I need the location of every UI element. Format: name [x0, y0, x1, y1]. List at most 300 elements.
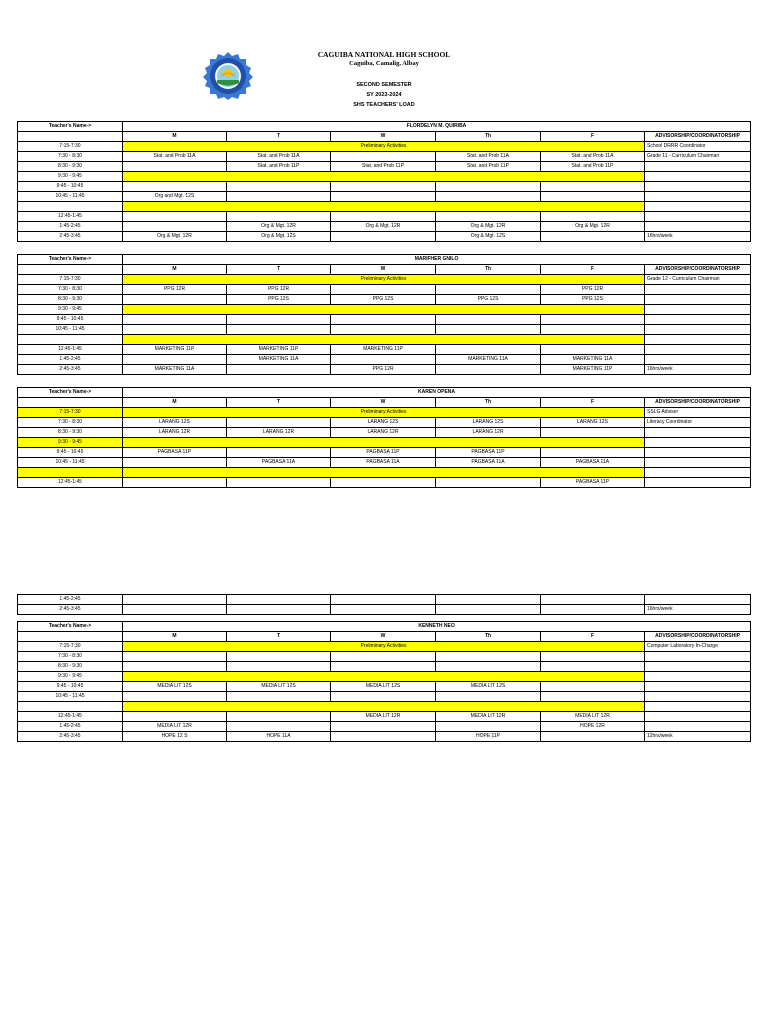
class-cell: PPG 12S	[541, 295, 645, 305]
class-cell: LARANG 12R	[123, 428, 227, 438]
class-cell: PAGBASA 11A	[436, 458, 541, 468]
day-header-row	[18, 632, 751, 642]
time-slot	[18, 202, 123, 212]
class-cell	[436, 211, 541, 221]
class-cell: PPG 12S	[436, 295, 541, 305]
teacher-table	[17, 387, 751, 488]
advisorship-cell	[645, 438, 751, 448]
day-header-w: W	[331, 265, 436, 275]
teacher-name-row	[18, 255, 751, 265]
day-header-w: W	[331, 398, 436, 408]
time-header-cell	[18, 632, 123, 642]
advisorship-cell: Literacy Coordinator	[645, 418, 751, 428]
time-slot	[18, 335, 123, 345]
class-cell: Org & Mgt. 12R	[123, 231, 227, 241]
advisorship-cell: 16hrs/week	[645, 231, 751, 241]
advisorship-cell	[645, 682, 751, 692]
class-cell: MEDIA LIT 12S	[123, 682, 227, 692]
class-cell	[227, 652, 331, 662]
schedule-row	[18, 221, 751, 231]
class-cell: HOPE 11P	[436, 731, 541, 741]
class-cell	[123, 325, 227, 335]
class-cell	[227, 595, 331, 605]
schedule-row	[18, 458, 751, 468]
time-header-cell	[18, 132, 123, 142]
class-cell	[436, 692, 541, 702]
class-cell: Org and Mgt. 12S	[123, 192, 227, 202]
class-cell	[436, 605, 541, 615]
teacher-table	[17, 621, 751, 742]
class-cell: MEDIA LIT 12R	[541, 711, 645, 721]
time-slot: 8:30 - 9:30	[18, 428, 123, 438]
schedule-row	[18, 418, 751, 428]
class-cell: MARKETING 11P	[123, 344, 227, 354]
schedule-row	[18, 211, 751, 221]
advisorship-cell: SSLG Adviser	[645, 408, 751, 418]
class-cell: PAGBASA 11P	[541, 477, 645, 487]
preliminary-activities: Preliminary Activities	[123, 408, 645, 418]
class-cell	[123, 711, 227, 721]
schedule-row	[18, 642, 751, 652]
time-slot: 9:30 - 9:45	[18, 672, 123, 682]
break-bar	[123, 438, 645, 448]
advisorship-cell	[645, 162, 751, 172]
time-slot: 2:45-3:45	[18, 364, 123, 374]
class-cell: LARANG 12R	[227, 428, 331, 438]
advisorship-cell	[645, 325, 751, 335]
day-header-m: M	[123, 265, 227, 275]
class-cell: HOPE 11A	[227, 731, 331, 741]
time-slot: 7:15-7:30	[18, 408, 123, 418]
class-cell	[436, 325, 541, 335]
class-cell	[123, 692, 227, 702]
time-slot: 10:45 - 11:45	[18, 325, 123, 335]
schedule-row	[18, 364, 751, 374]
class-cell: Stat. and Prob 11A	[123, 152, 227, 162]
advisorship-header: ADVISORSHIP/COORDINATORSHIP	[645, 398, 751, 408]
time-slot: 9:45 - 10:45	[18, 315, 123, 325]
break-bar	[123, 702, 645, 712]
teacher-name-row	[18, 388, 751, 398]
time-slot: 1:45-2:45	[18, 595, 123, 605]
class-cell	[331, 595, 436, 605]
school-name: CAGUIBA NATIONAL HIGH SCHOOL	[317, 50, 451, 59]
advisorship-cell: 12hrs/week	[645, 731, 751, 741]
class-cell	[541, 182, 645, 192]
class-cell	[331, 692, 436, 702]
break-bar	[123, 202, 645, 212]
class-cell: MEDIA LIT 12R	[331, 711, 436, 721]
class-cell: PPG 12S	[227, 295, 331, 305]
time-slot: 7:15-7:30	[18, 275, 123, 285]
schedule-row	[18, 477, 751, 487]
class-cell: Org & Mgt. 12R	[436, 221, 541, 231]
schedule-row	[18, 692, 751, 702]
class-cell: MARKETING 11A	[541, 354, 645, 364]
teacher-table	[17, 254, 751, 375]
class-cell: MEDIA LIT 12R	[436, 711, 541, 721]
class-cell	[227, 192, 331, 202]
class-cell: Stat. and Prob 11P	[541, 162, 645, 172]
class-cell: PAGBASA 11A	[541, 458, 645, 468]
day-header-t: T	[227, 265, 331, 275]
class-cell	[541, 325, 645, 335]
schedule-row	[18, 595, 751, 605]
advisorship-cell	[645, 721, 751, 731]
class-cell: MARKETING 11A	[123, 364, 227, 374]
class-cell: PAGBASA 11P	[436, 448, 541, 458]
class-cell	[331, 285, 436, 295]
time-slot: 7:30 - 8:30	[18, 285, 123, 295]
class-cell	[123, 295, 227, 305]
schedule-row	[18, 305, 751, 315]
class-cell: MARKETING 11P	[227, 344, 331, 354]
class-cell	[436, 192, 541, 202]
time-slot: 9:30 - 9:45	[18, 438, 123, 448]
schedule-row	[18, 182, 751, 192]
class-cell	[541, 231, 645, 241]
time-slot: 8:30 - 9:30	[18, 295, 123, 305]
document-title: SHS TEACHERS' LOAD	[353, 102, 415, 108]
time-slot: 7:30 - 8:30	[18, 152, 123, 162]
class-cell	[227, 211, 331, 221]
advisorship-cell	[645, 477, 751, 487]
advisorship-cell	[645, 202, 751, 212]
class-cell	[331, 731, 436, 741]
advisorship-cell	[645, 595, 751, 605]
day-header-m: M	[123, 132, 227, 142]
class-cell	[331, 192, 436, 202]
class-cell: Org & Mgt. 12R	[541, 221, 645, 231]
class-cell	[227, 692, 331, 702]
day-header-th: Th	[436, 265, 541, 275]
advisorship-cell	[645, 182, 751, 192]
class-cell	[123, 662, 227, 672]
class-cell	[227, 448, 331, 458]
time-slot	[18, 702, 123, 712]
class-cell: MARKETING 11A	[436, 354, 541, 364]
advisorship-cell	[645, 354, 751, 364]
class-cell	[123, 221, 227, 231]
schedule-row	[18, 295, 751, 305]
time-slot: 10:45 - 11:45	[18, 458, 123, 468]
schedule-row	[18, 231, 751, 241]
time-slot: 12:45-1:45	[18, 344, 123, 354]
schedule-row	[18, 711, 751, 721]
class-cell	[436, 364, 541, 374]
class-cell	[331, 477, 436, 487]
class-cell: LARANG 12S	[123, 418, 227, 428]
class-cell	[123, 315, 227, 325]
time-slot: 7:15-7:30	[18, 142, 123, 152]
class-cell: MARKETING 11P	[541, 364, 645, 374]
class-cell	[227, 662, 331, 672]
class-cell: Stat. and Prob 11P	[436, 162, 541, 172]
schedule-row	[18, 202, 751, 212]
class-cell	[541, 192, 645, 202]
advisorship-cell: Grade 12 - Curriculum Chairman	[645, 275, 751, 285]
class-cell	[123, 458, 227, 468]
advisorship-cell	[645, 458, 751, 468]
class-cell	[541, 211, 645, 221]
advisorship-cell	[645, 172, 751, 182]
advisorship-header: ADVISORSHIP/COORDINATORSHIP	[645, 632, 751, 642]
class-cell	[123, 477, 227, 487]
class-cell	[436, 652, 541, 662]
class-cell	[541, 731, 645, 741]
class-cell	[436, 721, 541, 731]
class-cell	[331, 325, 436, 335]
time-slot: 2:45-3:45	[18, 231, 123, 241]
class-cell: PPG 12R	[123, 285, 227, 295]
class-cell	[123, 595, 227, 605]
schedule-row	[18, 192, 751, 202]
class-cell	[227, 605, 331, 615]
advisorship-cell: 16hrs/week	[645, 605, 751, 615]
class-cell: LARANG 12R	[331, 428, 436, 438]
time-slot: 7:30 - 8:30	[18, 652, 123, 662]
class-cell: Org & Mgt. 12S	[436, 231, 541, 241]
advisorship-cell	[645, 428, 751, 438]
time-slot: 8:30 - 9:30	[18, 162, 123, 172]
class-cell	[331, 721, 436, 731]
time-slot: 9:45 - 10:45	[18, 182, 123, 192]
class-cell	[541, 605, 645, 615]
class-cell: HOPE 12R	[541, 721, 645, 731]
schedule-row	[18, 325, 751, 335]
time-slot: 9:30 - 9:45	[18, 305, 123, 315]
document-header	[0, 0, 768, 120]
time-slot: 2:45-3:45	[18, 605, 123, 615]
class-cell: MARKETING 11A	[227, 354, 331, 364]
advisorship-cell	[645, 672, 751, 682]
day-header-f: F	[541, 132, 645, 142]
schedule-row	[18, 605, 751, 615]
schedule-row	[18, 731, 751, 741]
schedule-row	[18, 682, 751, 692]
break-bar	[123, 335, 645, 345]
class-cell	[331, 182, 436, 192]
day-header-t: T	[227, 132, 331, 142]
class-cell: Stat. and Prob 11A	[227, 152, 331, 162]
advisorship-cell	[645, 652, 751, 662]
class-cell	[541, 682, 645, 692]
time-slot: 7:15-7:30	[18, 642, 123, 652]
advisorship-cell: 16hrs/week	[645, 364, 751, 374]
teacher-name: MARIFHER GNILO	[123, 255, 751, 265]
day-header-m: M	[123, 632, 227, 642]
advisorship-cell	[645, 711, 751, 721]
class-cell: PPG 12R	[541, 285, 645, 295]
break-bar	[123, 672, 645, 682]
class-cell	[331, 605, 436, 615]
class-cell: LARANG 12S	[541, 418, 645, 428]
advisorship-cell	[645, 285, 751, 295]
class-cell	[541, 662, 645, 672]
time-slot: 1:45-2:45	[18, 221, 123, 231]
class-cell: Org & Mgt. 12R	[227, 221, 331, 231]
class-cell	[541, 692, 645, 702]
schedule-row	[18, 275, 751, 285]
class-cell	[436, 477, 541, 487]
schedule-row	[18, 662, 751, 672]
preliminary-activities: Preliminary Activities	[123, 275, 645, 285]
class-cell	[436, 662, 541, 672]
advisorship-cell: School DRRR Coordinator	[645, 142, 751, 152]
teacher-name-label: Teacher's Name->	[18, 622, 123, 632]
class-cell	[436, 344, 541, 354]
break-bar	[123, 468, 645, 478]
class-cell	[331, 315, 436, 325]
advisorship-header: ADVISORSHIP/COORDINATORSHIP	[645, 265, 751, 275]
teacher-name-row	[18, 122, 751, 132]
teacher-name-row	[18, 622, 751, 632]
class-cell: PAGBASA 11P	[123, 448, 227, 458]
class-cell	[436, 315, 541, 325]
day-header-row	[18, 398, 751, 408]
day-header-th: Th	[436, 398, 541, 408]
class-cell	[541, 344, 645, 354]
class-cell: MARKETING 11P	[331, 344, 436, 354]
class-cell	[227, 711, 331, 721]
time-slot: 1:45-2:45	[18, 354, 123, 364]
schedule-row	[18, 344, 751, 354]
day-header-f: F	[541, 632, 645, 642]
advisorship-cell	[645, 344, 751, 354]
class-cell	[227, 325, 331, 335]
day-header-m: M	[123, 398, 227, 408]
class-cell: PPG 12S	[331, 295, 436, 305]
teacher-name: FLORDELYN M. QUIRIBA	[123, 122, 751, 132]
advisorship-cell	[645, 315, 751, 325]
schedule-row	[18, 152, 751, 162]
class-cell	[331, 211, 436, 221]
schedule-row	[18, 702, 751, 712]
time-header-cell	[18, 398, 123, 408]
class-cell: HOPE 12 S	[123, 731, 227, 741]
class-cell	[227, 477, 331, 487]
class-cell: PAGBASA 11P	[331, 448, 436, 458]
class-cell: Stat. and Prob 11P	[331, 162, 436, 172]
schedule-row	[18, 162, 751, 172]
class-cell: Stat. and Prob 11A	[541, 152, 645, 162]
class-cell	[123, 652, 227, 662]
preliminary-activities: Preliminary Activities	[123, 142, 645, 152]
advisorship-cell	[645, 448, 751, 458]
schedule-row	[18, 448, 751, 458]
class-cell	[123, 354, 227, 364]
teacher-name-label: Teacher's Name->	[18, 255, 123, 265]
day-header-w: W	[331, 132, 436, 142]
class-cell	[541, 595, 645, 605]
semester-label: SECOND SEMESTER	[356, 82, 412, 88]
class-cell	[123, 162, 227, 172]
time-slot: 10:45 - 11:45	[18, 192, 123, 202]
day-header-t: T	[227, 398, 331, 408]
time-slot: 9:45 - 10:45	[18, 682, 123, 692]
class-cell: PAGBASA 11A	[227, 458, 331, 468]
time-slot: 12:45-1:45	[18, 477, 123, 487]
day-header-t: T	[227, 632, 331, 642]
class-cell: LARANG 12R	[436, 428, 541, 438]
class-cell	[541, 448, 645, 458]
class-cell: Org & Mgt. 12S	[227, 231, 331, 241]
class-cell: PAGBASA 11A	[331, 458, 436, 468]
class-cell	[227, 721, 331, 731]
time-slot: 1:45-2:45	[18, 721, 123, 731]
day-header-th: Th	[436, 132, 541, 142]
schedule-row	[18, 315, 751, 325]
class-cell	[436, 595, 541, 605]
class-cell	[436, 182, 541, 192]
teacher-name: KAREN OPENA	[123, 388, 751, 398]
schedule-row	[18, 142, 751, 152]
class-cell: Stat. and Prob 11A	[436, 152, 541, 162]
class-cell	[123, 182, 227, 192]
class-cell	[123, 211, 227, 221]
time-slot	[18, 468, 123, 478]
class-cell: Org & Mgt. 12R	[331, 221, 436, 231]
advisorship-cell	[645, 305, 751, 315]
advisorship-cell	[645, 692, 751, 702]
preliminary-activities: Preliminary Activities	[123, 642, 645, 652]
schedule-row	[18, 428, 751, 438]
schedule-row	[18, 721, 751, 731]
class-cell	[541, 315, 645, 325]
class-cell	[227, 182, 331, 192]
time-slot: 10:45 - 11:45	[18, 692, 123, 702]
advisorship-cell: Computer Laboratory In-Charge	[645, 642, 751, 652]
advisorship-cell	[645, 662, 751, 672]
class-cell	[331, 662, 436, 672]
class-cell	[331, 152, 436, 162]
class-cell: Stat. and Prob 11P	[227, 162, 331, 172]
day-header-f: F	[541, 265, 645, 275]
class-cell	[331, 354, 436, 364]
schedule-row	[18, 172, 751, 182]
time-header-cell	[18, 265, 123, 275]
class-cell	[123, 605, 227, 615]
day-header-row	[18, 265, 751, 275]
day-header-row	[18, 132, 751, 142]
school-address: Caguiba, Camalig, Albay	[349, 60, 419, 67]
class-cell	[436, 285, 541, 295]
schedule-row	[18, 408, 751, 418]
class-cell: PPG 12R	[331, 364, 436, 374]
day-header-th: Th	[436, 632, 541, 642]
teacher-table-continued	[17, 594, 751, 615]
class-cell	[541, 652, 645, 662]
schedule-row	[18, 652, 751, 662]
schedule-row	[18, 335, 751, 345]
day-header-w: W	[331, 632, 436, 642]
class-cell: MEDIA LIT 12S	[227, 682, 331, 692]
advisorship-cell	[645, 211, 751, 221]
class-cell	[331, 231, 436, 241]
class-cell: MEDIA LIT 12S	[331, 682, 436, 692]
time-slot: 12:45-1:45	[18, 711, 123, 721]
class-cell: PPG 12R	[227, 285, 331, 295]
advisorship-cell	[645, 221, 751, 231]
class-cell: LARANG 12S	[331, 418, 436, 428]
time-slot: 2:45-3:45	[18, 731, 123, 741]
advisorship-cell	[645, 468, 751, 478]
advisorship-cell	[645, 335, 751, 345]
time-slot: 12:45-1:45	[18, 211, 123, 221]
class-cell	[227, 364, 331, 374]
schedule-row	[18, 468, 751, 478]
teacher-name-label: Teacher's Name->	[18, 122, 123, 132]
